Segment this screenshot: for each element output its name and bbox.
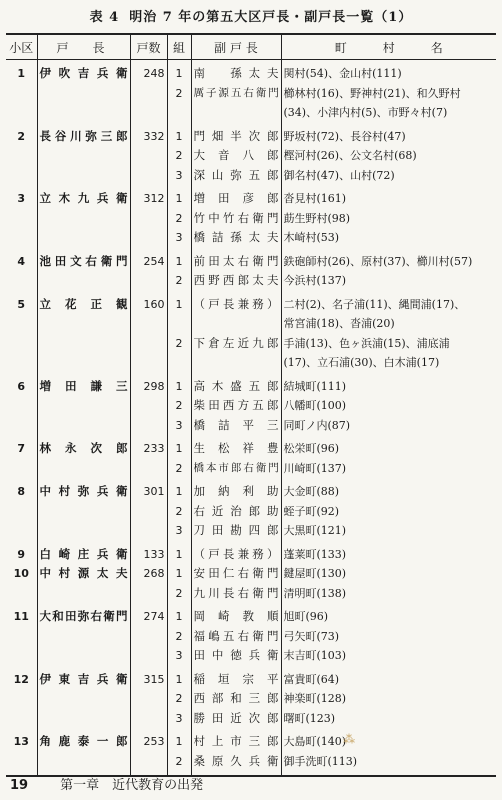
- cell-kocho: 立木九兵衛: [37, 185, 130, 209]
- cell-kosu: 253: [130, 728, 167, 752]
- cell-chosonmei: 樫河村(26)、公文名村(68): [281, 146, 496, 166]
- cell-fukukocho: 田中徳兵衛: [191, 646, 281, 666]
- cell-kocho: [37, 228, 130, 248]
- cell-shoku: 8: [17, 485, 26, 498]
- table-row: [6, 709, 496, 729]
- cell-kocho: [37, 627, 130, 647]
- cell-fukukocho: 柴田西方五郎: [191, 396, 281, 416]
- cell-fukukocho: （戸長兼務）: [191, 291, 281, 315]
- cell-kosu: [130, 689, 167, 709]
- officials-table: [6, 33, 496, 777]
- cell-fukukocho: 村上市三郎: [191, 728, 281, 752]
- cell-chosonmei: 鍵屋町(130): [281, 564, 496, 584]
- cell-kosu: 274: [130, 603, 167, 627]
- cell-kocho: [37, 271, 130, 291]
- table-row: [6, 185, 496, 209]
- cell-fukukocho: [191, 353, 281, 373]
- table-row: [6, 248, 496, 272]
- cell-fukukocho: 刀田勘四郎: [191, 521, 281, 541]
- cell-kosu: [130, 103, 167, 123]
- cell-kumi: 2: [167, 84, 191, 104]
- cell-shoku: [6, 627, 37, 647]
- cell-kocho: [37, 334, 130, 354]
- header-kocho: 戸 長: [37, 34, 130, 60]
- cell-shoku: 1: [17, 67, 26, 80]
- table-row: [6, 521, 496, 541]
- table-row: [6, 209, 496, 229]
- table-row: [6, 314, 496, 334]
- cell-fukukocho: 大音八郎: [191, 146, 281, 166]
- header-shoku: 小区: [6, 34, 37, 60]
- cell-chosonmei: 結城町(111): [281, 373, 496, 397]
- cell-kocho: [37, 314, 130, 334]
- cell-kosu: 268: [130, 564, 167, 584]
- header-kumi: 組: [167, 34, 191, 60]
- cell-kumi: 2: [167, 146, 191, 166]
- cell-kocho: [37, 209, 130, 229]
- table-row: [6, 228, 496, 248]
- cell-shoku: [6, 752, 37, 777]
- cell-shoku: [6, 502, 37, 522]
- header-kosu: 戸数: [130, 34, 167, 60]
- cell-kumi: 1: [167, 666, 191, 690]
- cell-kosu: [130, 271, 167, 291]
- cell-shoku: 5: [17, 297, 26, 311]
- cell-kumi: 1: [167, 248, 191, 272]
- cell-shoku: [6, 709, 37, 729]
- cell-chosonmei: 木崎村(53): [281, 228, 496, 248]
- cell-shoku: 9: [17, 547, 26, 561]
- cell-kosu: 332: [130, 123, 167, 147]
- cell-shoku: [6, 146, 37, 166]
- cell-kumi: 2: [167, 502, 191, 522]
- cell-kosu: 298: [130, 373, 167, 397]
- cell-fukukocho: 橋本市郎右衛門: [191, 459, 281, 479]
- cell-chosonmei: 鉄砲師村(26)、原村(37)、櫛川村(57): [281, 248, 496, 272]
- cell-chosonmei: 富貴町(64): [281, 666, 496, 690]
- cell-shoku: [6, 689, 37, 709]
- table-row: [6, 123, 496, 147]
- cell-chosonmei: 弓矢町(73): [281, 627, 496, 647]
- cell-kosu: [130, 521, 167, 541]
- cell-fukukocho: 西部和三郎: [191, 689, 281, 709]
- page-number: 19: [10, 778, 29, 793]
- cell-shoku: [6, 521, 37, 541]
- cell-kocho: [37, 689, 130, 709]
- cell-shoku: 4: [17, 254, 26, 268]
- cell-kumi: 1: [167, 373, 191, 397]
- cell-kosu: [130, 353, 167, 373]
- cell-kosu: [130, 396, 167, 416]
- cell-shoku: [6, 584, 37, 604]
- table-row: [6, 146, 496, 166]
- cell-shoku: 7: [17, 442, 26, 455]
- table-row: [6, 84, 496, 104]
- cell-kocho: [37, 502, 130, 522]
- cell-shoku: [6, 209, 37, 229]
- cell-chosonmei: 大黒町(121): [281, 521, 496, 541]
- cell-shoku: 10: [13, 567, 29, 580]
- cell-kocho: [37, 353, 130, 373]
- cell-kocho: 大和田弥右衛門: [37, 603, 130, 627]
- cell-kocho: [37, 584, 130, 604]
- cell-kocho: [37, 752, 130, 777]
- cell-fukukocho: [191, 314, 281, 334]
- cell-fukukocho: 生松祥豊: [191, 435, 281, 459]
- table-row: [6, 353, 496, 373]
- table-row: [6, 646, 496, 666]
- cell-kosu: [130, 166, 167, 186]
- cell-fukukocho: 下倉左近九郎: [191, 334, 281, 354]
- cell-kocho: [37, 416, 130, 436]
- cell-kocho: [37, 459, 130, 479]
- cell-kumi: 3: [167, 416, 191, 436]
- table-number: 表 4: [89, 10, 120, 25]
- header-fukukocho: 副 戸 長: [191, 34, 281, 60]
- cell-kocho: 角鹿泰一郎: [37, 728, 130, 752]
- cell-kocho: 中村弥兵衛: [37, 478, 130, 502]
- cell-kocho: [37, 521, 130, 541]
- cell-kumi: 2: [167, 752, 191, 777]
- paper-stain-mark: ⁂: [343, 732, 355, 746]
- cell-kosu: [130, 314, 167, 334]
- cell-shoku: [6, 334, 37, 354]
- table-row: [6, 373, 496, 397]
- table-row: [6, 728, 496, 752]
- cell-kumi: [167, 103, 191, 123]
- cell-kumi: 1: [167, 60, 191, 84]
- table-row: [6, 603, 496, 627]
- cell-kocho: [37, 709, 130, 729]
- cell-kumi: 3: [167, 646, 191, 666]
- cell-kumi: 3: [167, 166, 191, 186]
- cell-kocho: 増田謙三: [37, 373, 130, 397]
- cell-kosu: 254: [130, 248, 167, 272]
- table-row: [6, 396, 496, 416]
- cell-kocho: 白崎庄兵衛: [37, 541, 130, 565]
- cell-fukukocho: 門畑半次郎: [191, 123, 281, 147]
- table-row: [6, 416, 496, 436]
- cell-kosu: [130, 84, 167, 104]
- cell-fukukocho: 増田彦郎: [191, 185, 281, 209]
- cell-chosonmei: 御名村(47)、山村(72): [281, 166, 496, 186]
- table-row: [6, 60, 496, 84]
- table-row: [6, 541, 496, 565]
- cell-kosu: [130, 416, 167, 436]
- cell-chosonmei: 清明町(138): [281, 584, 496, 604]
- table-row: [6, 166, 496, 186]
- cell-kosu: 233: [130, 435, 167, 459]
- cell-shoku: 3: [17, 192, 26, 205]
- cell-chosonmei: 旭町(96): [281, 603, 496, 627]
- cell-shoku: [6, 416, 37, 436]
- table-body: [6, 60, 496, 777]
- cell-chosonmei: 常宮浦(18)、沓浦(20): [281, 314, 496, 334]
- cell-fukukocho: 福嶋五右衛門: [191, 627, 281, 647]
- cell-fukukocho: 竹中竹右衛門: [191, 209, 281, 229]
- cell-chosonmei: 蓬莱町(133): [281, 541, 496, 565]
- table-row: [6, 666, 496, 690]
- table-row: [6, 334, 496, 354]
- cell-chosonmei: 櫛林村(16)、野神村(21)、和久野村: [281, 84, 496, 104]
- cell-shoku: [6, 314, 37, 334]
- cell-kosu: [130, 228, 167, 248]
- cell-shoku: 2: [17, 129, 26, 143]
- cell-fukukocho: 高木盛五郎: [191, 373, 281, 397]
- cell-shoku: [6, 271, 37, 291]
- table-row: [6, 584, 496, 604]
- table-title: [0, 6, 502, 25]
- cell-fukukocho: 桑原久兵衛: [191, 752, 281, 777]
- cell-fukukocho: 右近治郎助: [191, 502, 281, 522]
- cell-chosonmei: 末吉町(103): [281, 646, 496, 666]
- cell-chosonmei: 二村(2)、名子浦(11)、縄間浦(17)、: [281, 291, 496, 315]
- cell-kumi: 1: [167, 185, 191, 209]
- cell-fukukocho: 前田太右衛門: [191, 248, 281, 272]
- table-row: [6, 502, 496, 522]
- cell-kumi: 3: [167, 709, 191, 729]
- cell-kocho: 伊東吉兵衛: [37, 666, 130, 690]
- cell-chosonmei: 野坂村(72)、長谷村(47): [281, 123, 496, 147]
- cell-shoku: [6, 228, 37, 248]
- cell-kosu: [130, 146, 167, 166]
- cell-chosonmei: (34)、小津内村(5)、市野々村(7): [281, 103, 496, 123]
- cell-fukukocho: 安田仁右衛門: [191, 564, 281, 584]
- cell-kocho: 伊吹吉兵衛: [37, 60, 130, 84]
- cell-kosu: 248: [130, 60, 167, 84]
- cell-chosonmei: (17)、立石浦(30)、白木浦(17): [281, 353, 496, 373]
- cell-chosonmei: 莇生野村(98): [281, 209, 496, 229]
- cell-fukukocho: [191, 103, 281, 123]
- cell-fukukocho: 九川長右衛門: [191, 584, 281, 604]
- cell-kosu: 301: [130, 478, 167, 502]
- cell-kosu: 312: [130, 185, 167, 209]
- cell-shoku: [6, 396, 37, 416]
- cell-kumi: 2: [167, 334, 191, 354]
- cell-kumi: 1: [167, 435, 191, 459]
- table-row: [6, 752, 496, 777]
- table-row: [6, 459, 496, 479]
- table-caption: 明治 7 年の第五大区戸長・副戸長一覧（1）: [129, 10, 413, 25]
- cell-kumi: 1: [167, 123, 191, 147]
- cell-fukukocho: 加納利助: [191, 478, 281, 502]
- cell-kocho: [37, 396, 130, 416]
- cell-kosu: 133: [130, 541, 167, 565]
- cell-kosu: [130, 209, 167, 229]
- cell-fukukocho: （戸長兼務）: [191, 541, 281, 565]
- table-row: [6, 627, 496, 647]
- cell-kosu: [130, 502, 167, 522]
- cell-fukukocho: 岡崎教順: [191, 603, 281, 627]
- chapter-title: 第一章 近代教育の出発: [60, 778, 204, 793]
- page-footer: [10, 774, 490, 793]
- cell-kumi: 1: [167, 728, 191, 752]
- cell-kocho: 池田文右衛門: [37, 248, 130, 272]
- cell-kocho: [37, 103, 130, 123]
- cell-kumi: 2: [167, 459, 191, 479]
- cell-fukukocho: 橋詰孫太夫: [191, 228, 281, 248]
- cell-kumi: 2: [167, 627, 191, 647]
- cell-kocho: [37, 146, 130, 166]
- cell-chosonmei: 御手洗町(113): [281, 752, 496, 777]
- table-row: [6, 564, 496, 584]
- cell-shoku: [6, 353, 37, 373]
- cell-kumi: 1: [167, 291, 191, 315]
- cell-chosonmei: 八幡町(100): [281, 396, 496, 416]
- table-row: [6, 478, 496, 502]
- table-row: [6, 271, 496, 291]
- cell-fukukocho: 南 孫太夫: [191, 60, 281, 84]
- cell-chosonmei: 神楽町(128): [281, 689, 496, 709]
- cell-kumi: 2: [167, 209, 191, 229]
- cell-kumi: [167, 353, 191, 373]
- cell-kumi: 1: [167, 478, 191, 502]
- table-header-row: [6, 34, 496, 60]
- cell-kosu: [130, 752, 167, 777]
- cell-shoku: 12: [13, 672, 29, 686]
- cell-kumi: 3: [167, 228, 191, 248]
- cell-shoku: 11: [13, 610, 29, 623]
- cell-kumi: 1: [167, 564, 191, 584]
- cell-chosonmei: 松栄町(96): [281, 435, 496, 459]
- table-row: [6, 291, 496, 315]
- cell-kosu: [130, 584, 167, 604]
- cell-kumi: 1: [167, 541, 191, 565]
- cell-chosonmei: 川崎町(137): [281, 459, 496, 479]
- cell-fukukocho: 西野西郎太夫: [191, 271, 281, 291]
- cell-chosonmei: 今浜村(137): [281, 271, 496, 291]
- cell-kumi: 3: [167, 521, 191, 541]
- table-row: [6, 689, 496, 709]
- cell-shoku: [6, 459, 37, 479]
- cell-chosonmei: 沓見村(161): [281, 185, 496, 209]
- cell-kosu: 315: [130, 666, 167, 690]
- cell-kumi: 2: [167, 396, 191, 416]
- cell-chosonmei: 手浦(13)、色ヶ浜浦(15)、浦底浦: [281, 334, 496, 354]
- cell-chosonmei: 大島町(140): [281, 728, 496, 752]
- cell-kosu: [130, 709, 167, 729]
- cell-kosu: [130, 627, 167, 647]
- cell-kosu: [130, 334, 167, 354]
- cell-kocho: [37, 646, 130, 666]
- cell-kocho: 長谷川弥三郎: [37, 123, 130, 147]
- cell-kocho: 立花正観: [37, 291, 130, 315]
- header-chosonmei: 町 村 名: [281, 34, 496, 60]
- cell-kumi: [167, 314, 191, 334]
- cell-kosu: [130, 459, 167, 479]
- cell-chosonmei: 蛭子町(92): [281, 502, 496, 522]
- cell-fukukocho: 橋詰平三: [191, 416, 281, 436]
- table-row: [6, 435, 496, 459]
- cell-chosonmei: 同町ノ内(87): [281, 416, 496, 436]
- table-row: [6, 103, 496, 123]
- cell-shoku: [6, 646, 37, 666]
- cell-kumi: 2: [167, 689, 191, 709]
- cell-shoku: 13: [13, 735, 29, 748]
- cell-shoku: 6: [17, 379, 26, 393]
- cell-fukukocho: 深山弥五郎: [191, 166, 281, 186]
- cell-fukukocho: 勝田近次郎: [191, 709, 281, 729]
- cell-kumi: 1: [167, 603, 191, 627]
- cell-kocho: 林永次郎: [37, 435, 130, 459]
- cell-kosu: 160: [130, 291, 167, 315]
- cell-chosonmei: 曙町(123): [281, 709, 496, 729]
- cell-kocho: [37, 84, 130, 104]
- cell-kocho: [37, 166, 130, 186]
- cell-fukukocho: 厲子源五右衛門: [191, 84, 281, 104]
- cell-kocho: 中村源太夫: [37, 564, 130, 584]
- cell-shoku: [6, 166, 37, 186]
- cell-chosonmei: 大金町(88): [281, 478, 496, 502]
- cell-chosonmei: 関村(54)、金山村(111): [281, 60, 496, 84]
- cell-kumi: 2: [167, 271, 191, 291]
- cell-shoku: [6, 103, 37, 123]
- cell-shoku: [6, 84, 37, 104]
- cell-kosu: [130, 646, 167, 666]
- cell-kumi: 2: [167, 584, 191, 604]
- cell-fukukocho: 稲垣宗平: [191, 666, 281, 690]
